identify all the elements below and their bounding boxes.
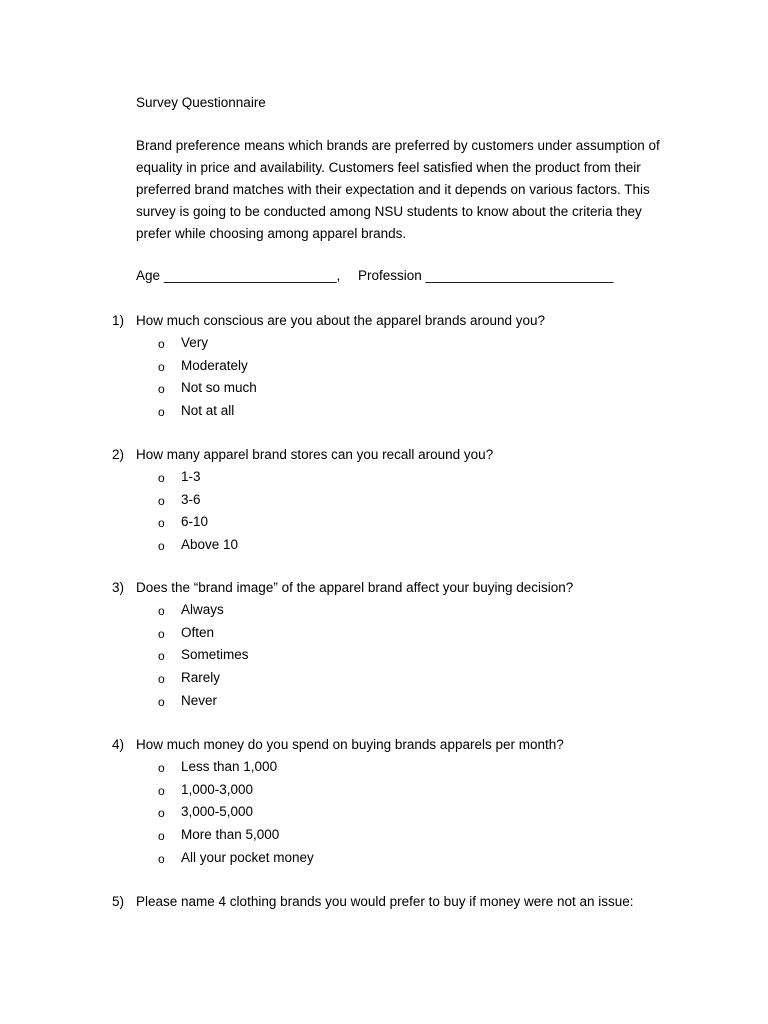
intro-line: survey is going to be conducted among NSU students to know about the criteria they (136, 204, 642, 219)
circle-bullet-icon: o (158, 829, 165, 844)
age-field[interactable]: Age _______________________, (136, 268, 341, 283)
question-number: 1) (112, 313, 125, 328)
option-label: Above 10 (181, 537, 239, 553)
question-text: How many apparel brand stores can you recall around you? (136, 447, 494, 462)
option-label: 6-10 (181, 514, 209, 530)
circle-bullet-icon: o (158, 649, 165, 664)
option-label: Very (181, 335, 209, 350)
option-label: More than 5,000 (181, 827, 280, 843)
circle-bullet-icon: o (158, 337, 165, 351)
option-item[interactable] (0, 535, 400, 558)
option-list (0, 600, 400, 713)
intro-line: equality in price and availability. Customers feel satisfied when the product from their (136, 160, 641, 175)
circle-bullet-icon: o (158, 851, 165, 866)
circle-bullet-icon: o (158, 493, 165, 508)
question-text: Please name 4 clothing brands you would prefer to buy if money were not an issue: (136, 894, 634, 909)
circle-bullet-icon: o (158, 471, 165, 485)
question-number: 3) (112, 580, 125, 595)
option-item[interactable] (0, 512, 400, 535)
option-label: Less than 1,000 (181, 759, 278, 774)
circle-bullet-icon: o (158, 672, 165, 687)
option-label: 3,000-5,000 (181, 804, 254, 820)
circle-bullet-icon: o (158, 761, 165, 775)
question-text: How much money do you spend on buying brands apparels per month? (136, 737, 564, 752)
option-item[interactable] (0, 356, 400, 379)
option-label: Rarely (181, 670, 221, 686)
circle-bullet-icon: o (158, 626, 165, 641)
option-item[interactable] (0, 401, 400, 424)
option-label: Moderately (181, 357, 248, 373)
option-item[interactable] (0, 467, 400, 490)
option-label: Often (181, 624, 215, 640)
option-list (0, 333, 400, 424)
circle-bullet-icon: o (158, 539, 165, 554)
option-item[interactable] (0, 802, 400, 825)
option-label: All your pocket money (181, 849, 314, 865)
option-item[interactable] (0, 691, 400, 714)
option-item[interactable] (0, 490, 400, 513)
question-number: 4) (112, 737, 125, 752)
question-number: 2) (112, 447, 125, 462)
option-item[interactable] (0, 780, 400, 803)
question-text: How much conscious are you about the apparel brands around you? (136, 313, 546, 328)
option-list (0, 467, 400, 558)
circle-bullet-icon: o (158, 382, 165, 397)
circle-bullet-icon: o (158, 516, 165, 531)
profession-field[interactable]: Profession _________________________ (357, 268, 614, 283)
option-label: Not at all (181, 403, 235, 419)
option-label: 3-6 (181, 491, 201, 507)
intro-line: prefer while choosing among apparel brands. (136, 226, 407, 241)
option-list (0, 757, 400, 870)
option-label: Never (181, 692, 218, 708)
intro-paragraph (136, 135, 681, 245)
option-item[interactable] (0, 825, 400, 848)
option-item[interactable] (0, 668, 400, 691)
option-item[interactable] (0, 600, 400, 623)
circle-bullet-icon: o (158, 783, 165, 798)
question-number: 5) (112, 894, 125, 909)
option-item[interactable] (0, 333, 400, 356)
circle-bullet-icon: o (158, 694, 165, 709)
respondent-fields (136, 266, 613, 286)
option-item[interactable] (0, 623, 400, 646)
option-item[interactable] (0, 645, 400, 668)
option-item[interactable] (0, 848, 400, 871)
option-label: 1-3 (181, 469, 201, 484)
circle-bullet-icon: o (158, 405, 165, 420)
question-text: Does the “brand image” of the apparel brand affect your buying decision? (136, 580, 574, 595)
option-label: 1,000-3,000 (181, 781, 254, 797)
option-item[interactable] (0, 378, 400, 401)
page-title: Survey Questionnaire (136, 95, 266, 110)
option-label: Not so much (181, 380, 257, 396)
intro-line: preferred brand matches with their expectation and it depends on various factors. This (136, 182, 650, 197)
intro-line: Brand preference means which brands are preferred by customers under assumption of (136, 138, 660, 153)
circle-bullet-icon: o (158, 604, 165, 618)
circle-bullet-icon: o (158, 359, 165, 374)
option-item[interactable] (0, 757, 400, 780)
option-label: Sometimes (181, 647, 249, 663)
circle-bullet-icon: o (158, 806, 165, 821)
option-label: Always (181, 602, 224, 617)
